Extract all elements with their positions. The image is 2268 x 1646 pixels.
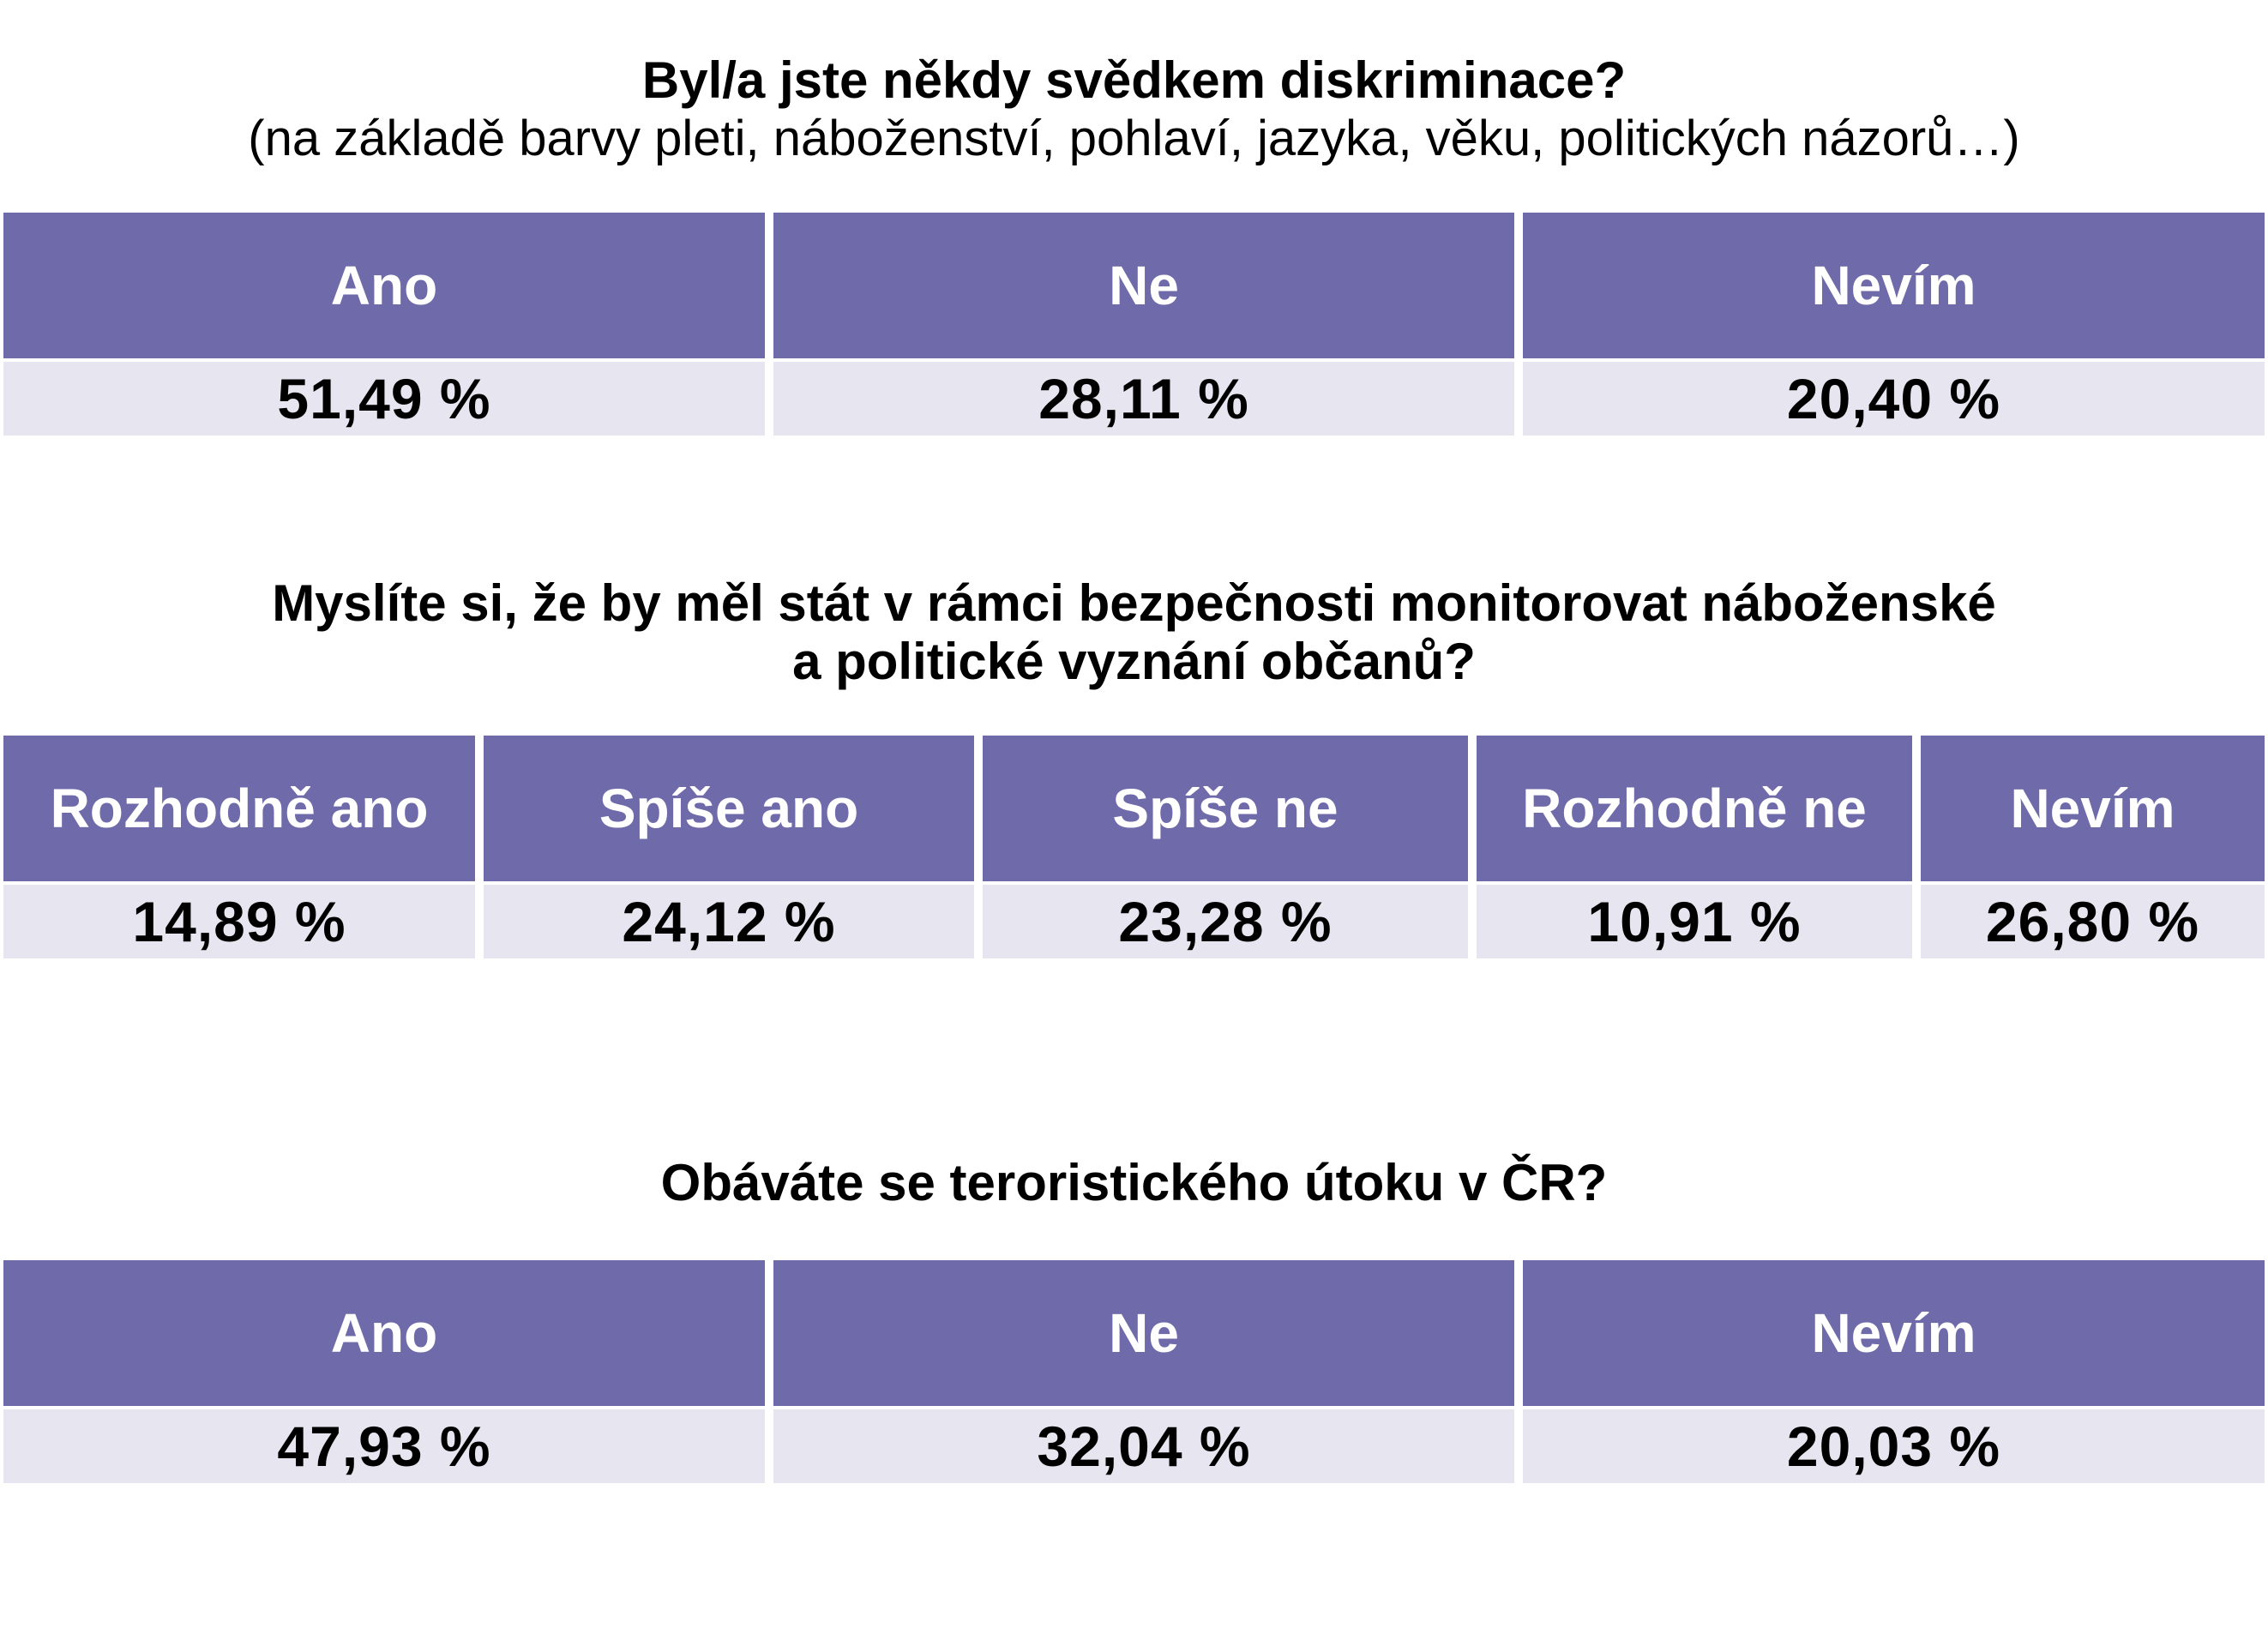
q2-col-nevim	[1921, 736, 2265, 958]
q2-header-rozhodne-ne: Rozhodně ne	[1477, 736, 1912, 881]
q2-col-spise-ne	[983, 736, 1468, 958]
q3-title: Obáváte se teroristického útoku v ČR?	[660, 1154, 1608, 1211]
q2-value-rozhodne-ne: 10,91 %	[1477, 885, 1912, 958]
q2-header-rozhodne-ano: Rozhodně ano	[3, 736, 475, 881]
q2-value-nevim: 26,80 %	[1921, 885, 2265, 958]
q2-table	[0, 736, 2268, 960]
q3-value-ne: 32,04 %	[773, 1409, 1514, 1483]
q1-value-ne: 28,11 %	[773, 362, 1514, 436]
q2-value-spise-ano: 24,12 %	[484, 885, 974, 958]
q1-header-nevim: Nevím	[1523, 213, 2265, 358]
q2-title-line2: a politické vyznání občanů?	[792, 633, 1476, 690]
q3-header-ne: Ne	[773, 1260, 1514, 1406]
q3-col-nevim	[1523, 1260, 2265, 1483]
q2-value-spise-ne: 23,28 %	[983, 885, 1468, 958]
q2-col-rozhodne-ne	[1477, 736, 1912, 958]
q3-col-ne	[773, 1260, 1514, 1483]
q3-header-ano: Ano	[3, 1260, 765, 1406]
q1-table	[0, 213, 2268, 437]
q3-col-ano	[3, 1260, 765, 1483]
q3-value-nevim: 20,03 %	[1523, 1409, 2265, 1483]
q1-subtitle: (na základě barvy pleti, náboženství, pohlaví, jazyka, věku, politických názorů…)	[248, 111, 2020, 166]
q2-header-spise-ano: Spíše ano	[484, 736, 974, 881]
q2-col-spise-ano	[484, 736, 974, 958]
q1-col-ne	[773, 213, 1514, 436]
q1-header-ano: Ano	[3, 213, 765, 358]
q3-value-ano: 47,93 %	[3, 1409, 765, 1483]
q1-col-ano	[3, 213, 765, 436]
q1-value-nevim: 20,40 %	[1523, 362, 2265, 436]
q2-header-nevim: Nevím	[1921, 736, 2265, 881]
q1-header-ne: Ne	[773, 213, 1514, 358]
q2-header-spise-ne: Spíše ne	[983, 736, 1468, 881]
q2-title-line1: Myslíte si, že by měl stát v rámci bezpečnosti monitorovat náboženské	[272, 574, 1996, 632]
q1-title: Byl/a jste někdy svědkem diskriminace?	[641, 51, 1627, 109]
q1-col-nevim	[1523, 213, 2265, 436]
q3-table	[0, 1260, 2268, 1485]
q1-value-ano: 51,49 %	[3, 362, 765, 436]
q2-value-rozhodne-ano: 14,89 %	[3, 885, 475, 958]
q2-col-rozhodne-ano	[3, 736, 475, 958]
q3-header-nevim: Nevím	[1523, 1260, 2265, 1406]
